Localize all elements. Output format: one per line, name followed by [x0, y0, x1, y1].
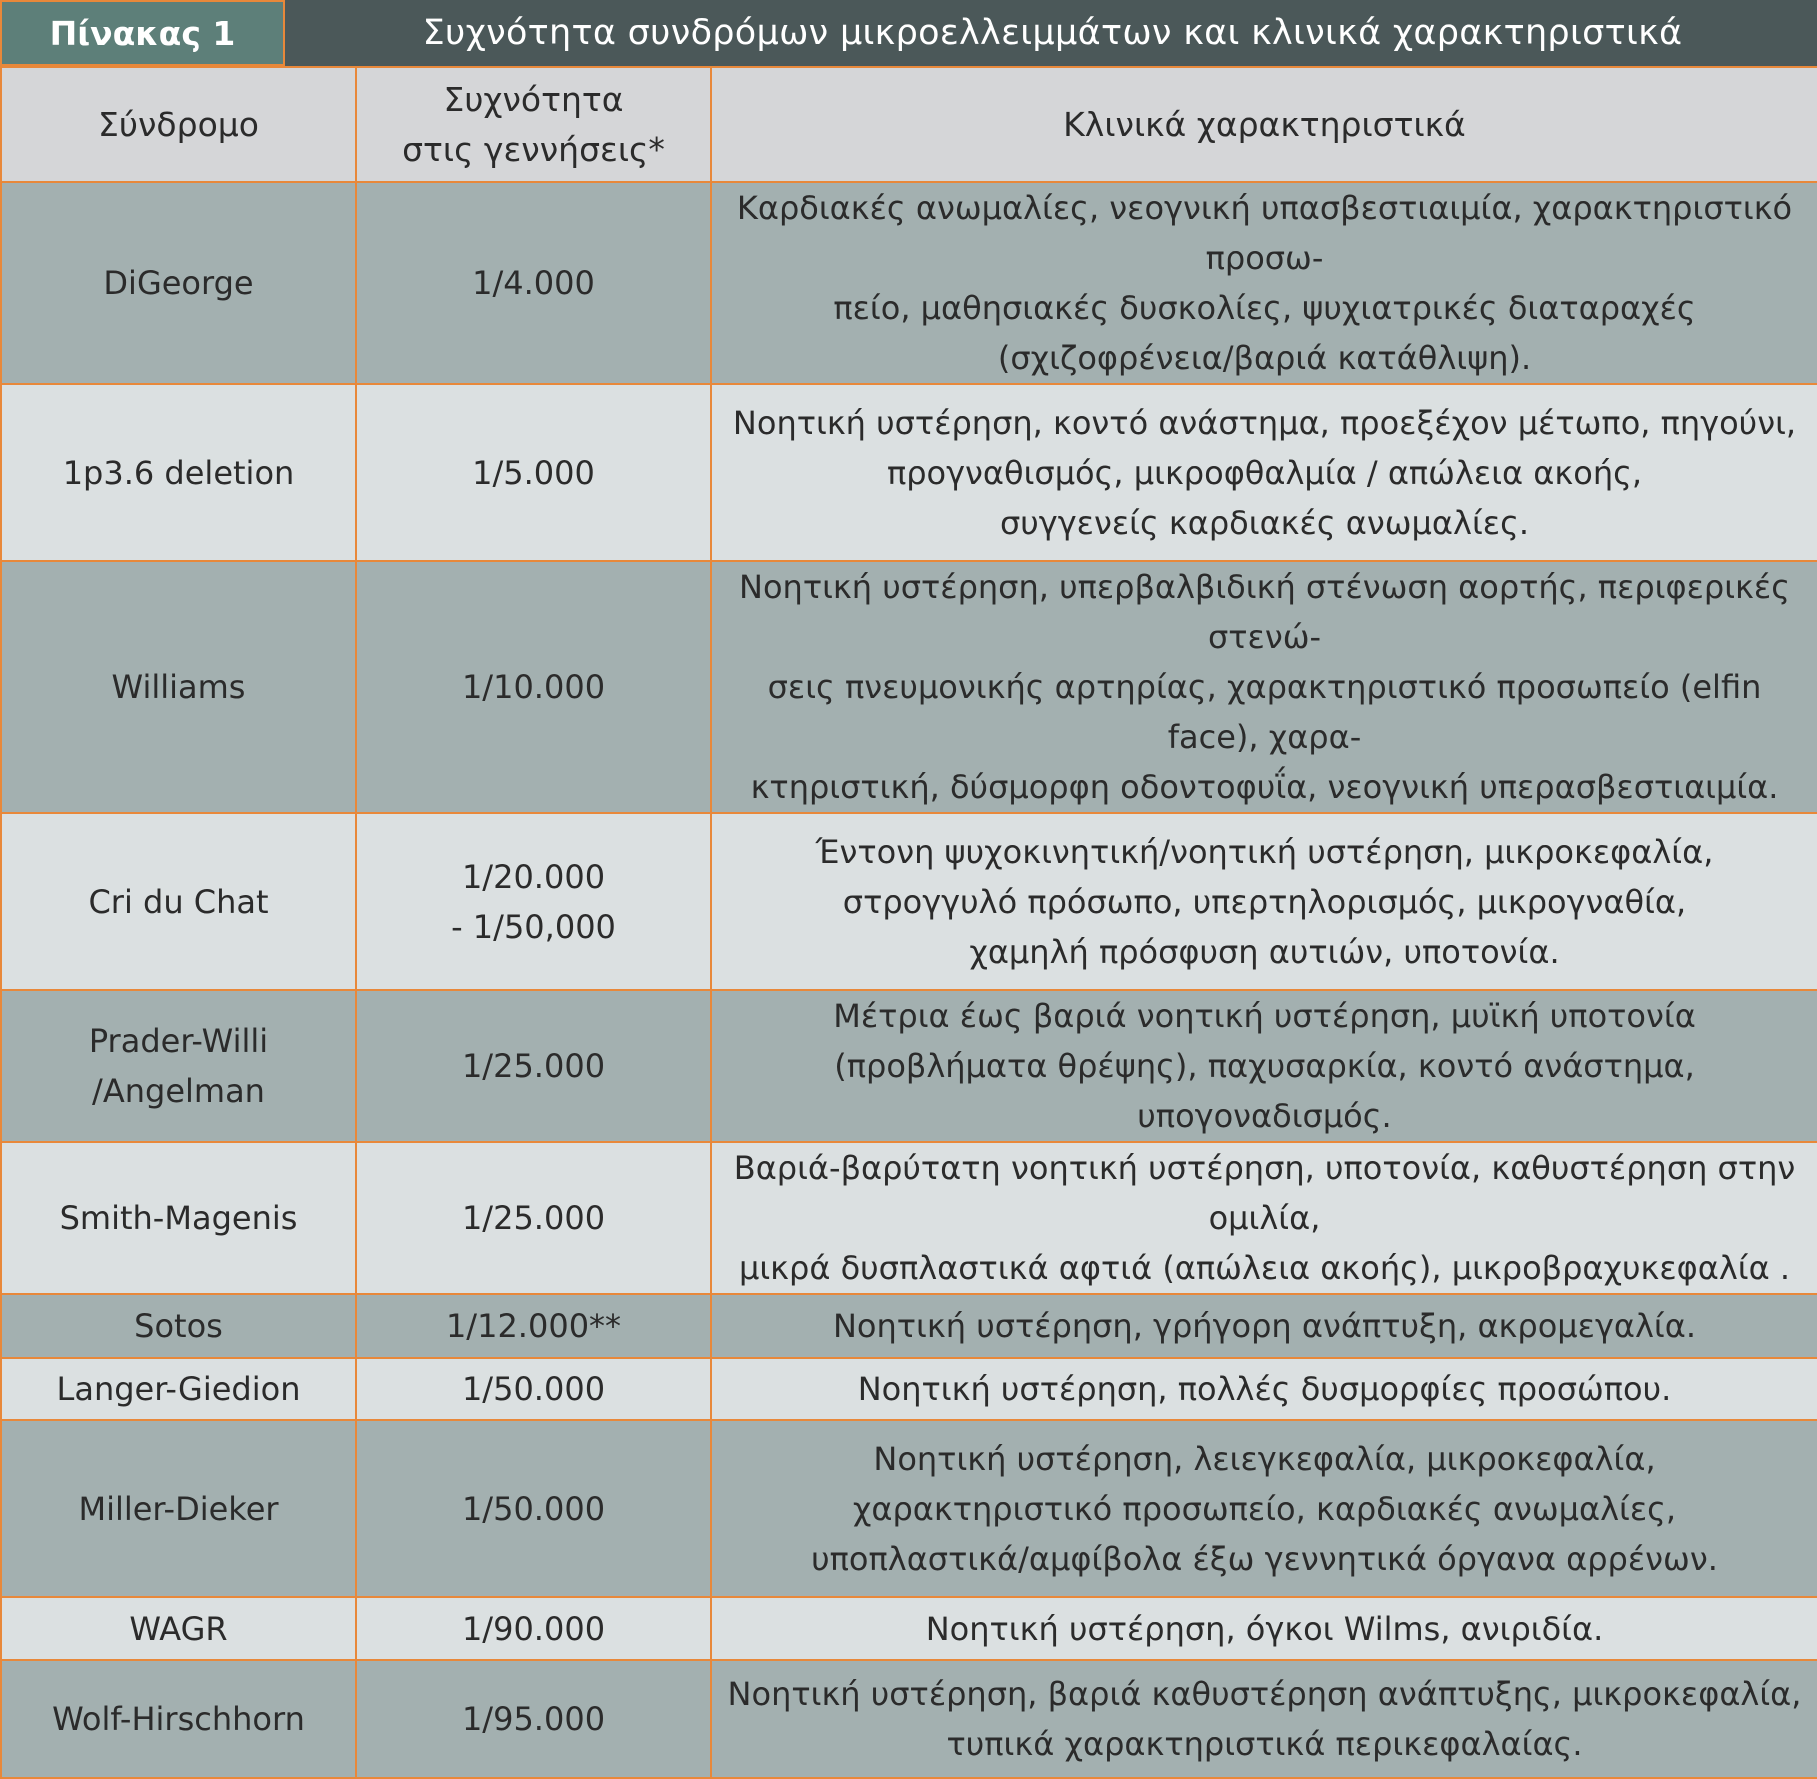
features-cell-line: Νοητική υστέρηση, λειεγκεφαλία, μικροκεφαλία,	[873, 1439, 1656, 1478]
table-row	[1, 1358, 1817, 1420]
table-row	[1, 1294, 1817, 1358]
syndrome-cell-line: Williams	[111, 668, 246, 706]
frequency-cell-line: 1/25.000	[461, 1047, 606, 1085]
header-frequency-line: στις γεννήσεις*	[402, 129, 665, 169]
features-cell-line: προγναθισμός, μικροφθαλμία / απώλεια ακοής,	[886, 453, 1643, 492]
frequency-cell-line: 1/20.000	[461, 857, 606, 896]
features-cell	[711, 561, 1817, 813]
syndrome-cell	[1, 182, 356, 384]
frequency-cell-line: 1/4.000	[472, 264, 595, 302]
syndrome-cell	[1, 384, 356, 561]
frequency-cell	[356, 990, 711, 1142]
syndrome-cell-line: Wolf-Hirschhorn	[52, 1700, 305, 1738]
table-row	[1, 990, 1817, 1142]
features-cell-line: Νοητική υστέρηση, κοντό ανάστημα, προεξέχον μέτωπο, πηγούνι,	[732, 403, 1797, 442]
table-row	[1, 1597, 1817, 1660]
frequency-cell	[356, 1597, 711, 1660]
frequency-cell	[356, 1142, 711, 1294]
syndrome-cell-line: Smith-Magenis	[59, 1199, 298, 1237]
features-cell-line: χαρακτηριστικό προσωπείο, καρδιακές ανωμαλίες,	[852, 1489, 1677, 1528]
table-title: Συχνότητα συνδρόμων μικροελλειμμάτων και κλινικά χαρακτηριστικά	[422, 13, 1683, 53]
frequency-cell	[356, 384, 711, 561]
header-row	[1, 67, 1817, 182]
frequency-cell-line: 1/10.000	[461, 668, 606, 706]
table-row	[1, 561, 1817, 813]
frequency-cell	[356, 182, 711, 384]
features-cell-line: Νοητική υστέρηση, υπερβαλβιδική στένωση αορτής, περιφερικές στενώ-	[739, 568, 1790, 656]
frequency-cell-line: - 1/50,000	[451, 907, 616, 946]
features-cell-line: Μέτρια έως βαριά νοητική υστέρηση, μυϊκή υποτονία	[833, 997, 1696, 1035]
syndrome-cell	[1, 1420, 356, 1597]
features-cell	[711, 182, 1817, 384]
header-features: Κλινικά χαρακτηριστικά	[711, 67, 1817, 182]
features-cell	[711, 1358, 1817, 1420]
table-number-label: Πίνακας 1	[0, 0, 285, 66]
frequency-cell-line: 1/25.000	[461, 1199, 606, 1237]
features-cell-line: Καρδιακές ανωμαλίες, νεογνική υπασβεστιαιμία, χαρακτηριστικό προσω-	[736, 189, 1793, 277]
table-row	[1, 1142, 1817, 1294]
frequency-cell-line: 1/90.000	[461, 1609, 606, 1648]
features-cell-line: πείο, μαθησιακές δυσκολίες, ψυχιατρικές διαταραχές	[833, 289, 1696, 327]
syndrome-cell-line: 1p3.6 deletion	[62, 453, 295, 492]
features-cell	[711, 813, 1817, 990]
features-cell-line: συγγενείς καρδιακές ανωμαλίες.	[999, 503, 1530, 542]
syndrome-cell-line: Cri du Chat	[88, 882, 269, 921]
syndrome-cell	[1, 561, 356, 813]
table-row	[1, 1660, 1817, 1778]
syndrome-cell	[1, 1660, 356, 1778]
features-cell-line: (προβλήματα θρέψης), παχυσαρκία, κοντό ανάστημα, υπογοναδισμός.	[834, 1047, 1695, 1135]
frequency-cell-line: 1/50.000	[461, 1489, 606, 1528]
frequency-cell-line: 1/50.000	[461, 1370, 606, 1408]
frequency-cell	[356, 813, 711, 990]
table-body	[1, 182, 1817, 1778]
syndrome-cell	[1, 1358, 356, 1420]
syndrome-cell-line: /Angelman	[92, 1072, 265, 1110]
table-row	[1, 1420, 1817, 1597]
title-bar	[0, 0, 1817, 66]
features-cell	[711, 384, 1817, 561]
table-row	[1, 813, 1817, 990]
frequency-cell	[356, 561, 711, 813]
frequency-cell-line: 1/5.000	[472, 453, 595, 492]
header-frequency	[356, 67, 711, 182]
features-cell-line: Νοητική υστέρηση, όγκοι Wilms, ανιριδία.	[925, 1609, 1604, 1648]
syndrome-cell-line: Prader-Willi	[88, 1022, 269, 1060]
features-cell-line: μικρά δυσπλαστικά αφτιά (απώλεια ακοής), μικροβραχυκεφαλία .	[738, 1249, 1791, 1287]
syndrome-cell-line: Sotos	[134, 1307, 223, 1345]
features-cell-line: στρογγυλό πρόσωπο, υπερτηλορισμός, μικρογναθία,	[842, 882, 1687, 921]
syndrome-cell-line: Langer-Giedion	[56, 1370, 301, 1408]
syndrome-cell	[1, 1597, 356, 1660]
syndrome-cell	[1, 1294, 356, 1358]
frequency-cell-line: 1/12.000**	[445, 1307, 622, 1345]
features-cell	[711, 1142, 1817, 1294]
features-cell-line: υποπλαστικά/αμφίβολα έξω γεννητικά όργανα αρρένων.	[811, 1539, 1718, 1578]
syndrome-cell-line: Miller-Dieker	[78, 1489, 279, 1528]
syndrome-cell	[1, 813, 356, 990]
features-cell	[711, 1294, 1817, 1358]
frequency-cell	[356, 1660, 711, 1778]
header-syndrome: Σύνδρομο	[1, 67, 356, 182]
table-row	[1, 384, 1817, 561]
features-cell-line: Νοητική υστέρηση, πολλές δυσμορφίες προσώπου.	[857, 1370, 1672, 1408]
features-cell-line: Νοητική υστέρηση, βαριά καθυστέρηση ανάπτυξης, μικροκεφαλία,	[727, 1675, 1802, 1713]
features-cell	[711, 1420, 1817, 1597]
syndrome-cell	[1, 990, 356, 1142]
frequency-cell-line: 1/95.000	[461, 1700, 606, 1738]
syndrome-cell	[1, 1142, 356, 1294]
frequency-cell	[356, 1294, 711, 1358]
features-cell-line: Νοητική υστέρηση, γρήγορη ανάπτυξη, ακρομεγαλία.	[832, 1307, 1696, 1345]
features-cell-line: Έντονη ψυχοκινητική/νοητική υστέρηση, μικροκεφαλία,	[815, 832, 1714, 871]
features-cell	[711, 1597, 1817, 1660]
frequency-cell	[356, 1358, 711, 1420]
frequency-cell	[356, 1420, 711, 1597]
header-frequency-line: Συχνότητα	[443, 79, 624, 119]
features-cell-line: κτηριστική, δύσμορφη οδοντοφυΐα, νεογνική υπερασβεστιαιμία.	[750, 768, 1779, 806]
features-cell	[711, 990, 1817, 1142]
features-cell-line: σεις πνευμονικής αρτηρίας, χαρακτηριστικό προσωπείο (elfin face), χαρα-	[767, 668, 1762, 756]
features-cell-line: Βαριά-βαρύτατη νοητική υστέρηση, υποτονία, καθυστέρηση στην ομιλία,	[733, 1149, 1796, 1237]
features-cell-line: χαμηλή πρόσφυση αυτιών, υποτονία.	[969, 932, 1560, 971]
syndrome-cell-line: DiGeorge	[103, 264, 254, 302]
syndrome-cell-line: WAGR	[129, 1609, 228, 1648]
features-cell	[711, 1660, 1817, 1778]
syndromes-table	[0, 66, 1817, 1779]
features-cell-line: (σχιζοφρένεια/βαριά κατάθλιψη).	[997, 339, 1532, 377]
table-row	[1, 182, 1817, 384]
features-cell-line: τυπικά χαρακτηριστικά περικεφαλαίας.	[946, 1725, 1583, 1763]
